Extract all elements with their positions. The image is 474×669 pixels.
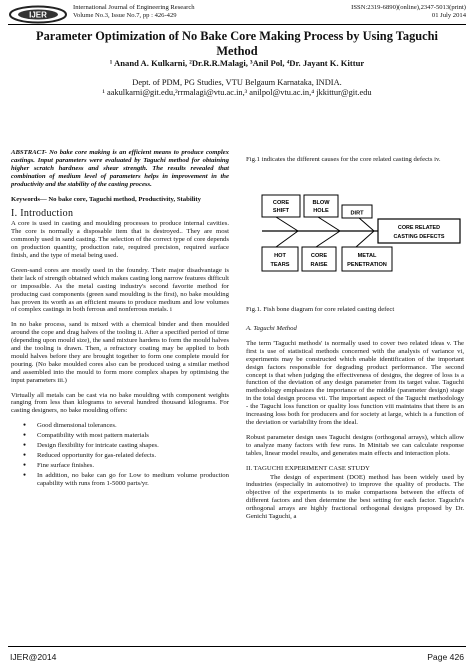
fig-intro: Fig.1 indicates the different causes for the core related casting defects iv.: [246, 156, 441, 163]
cause-label-blow-hole-2: HOLE: [313, 208, 329, 214]
cause-label-core-shift-2: SHIFT: [272, 208, 290, 214]
left-column: [11, 149, 229, 490]
cause-label-hot-tears: HOT: [274, 253, 286, 259]
list-item: ● Good dimensional tolerances.: [37, 422, 229, 430]
fishbone-bone: [318, 217, 340, 231]
header-journal-info: [73, 4, 195, 20]
svg-text:IJER: IJER: [29, 10, 47, 20]
list-item: ● Fine surface finishes.: [37, 462, 229, 470]
title-line-1: Parameter Optimization of No Bake Core Making Process by Using Taguchi: [36, 29, 438, 43]
cause-label-metal-penetration: METAL: [357, 253, 377, 259]
effect-label-2: CASTING DEFECTS: [393, 234, 445, 240]
fishbone-bone: [316, 231, 340, 247]
header-issn-info: [296, 4, 466, 20]
right-column: [246, 325, 464, 528]
figure-caption: Fig.1. Fish bone diagram for core related casting defect: [246, 306, 395, 313]
volume-line: Volume No.3, Issue No.7, pp : 426-429: [73, 12, 177, 19]
fishbone-bone: [356, 231, 374, 247]
fishbone-bone: [358, 217, 374, 231]
list-item: ● Compatibility with most pattern materials: [37, 432, 229, 440]
fishbone-diagram: [258, 183, 464, 280]
page-number: Page 426: [427, 652, 464, 662]
cause-label-metal-penetration-2: PENETRATION: [347, 262, 387, 268]
list-item: ● In addition, no bake can go for Low to medium volume production capability with runs from 1-5000 parts/yr.: [37, 472, 229, 488]
intro-paragraph-3: In no bake process, sand is mixed with a chemical binder and then moulded around the cope and drag halves of the tooling ii. After a specified period of time (depending upon mould size), the sand mixture hardens to form the mould halves and the tooling is drawn. Then, a refractory coating may be applied to both mould halves before they are brought together to form one complete mould for pouring. (No bake moulded cores also can be produced using a similar method and assembled into the mould to form more complex shapes by optimising the input parameters iii.): [11, 321, 229, 384]
cause-label-core-raise-2: RAISE: [310, 262, 328, 268]
footer-rule: [8, 646, 466, 647]
intro-paragraph-2: Green-sand cores are mostly used in the foundry. Their major disadvantage is their lack of strength obtained which makes casting long narrow features difficult or impossible. As the metal casting industry's second favorite method for producing cast components (green sand moulding is the first), no bake moulding has proven its worth as an efficient means to produce medium and low volumes of complex castings in both ferrous and nonferrous metals. i: [11, 266, 229, 314]
affiliation-dept: Dept. of PDM, PG Studies, VTU Belgaum Karnataka, INDIA.: [132, 78, 342, 87]
list-item: ● Design flexibility for intricate casting shapes.: [37, 442, 229, 450]
effect-label-1: CORE RELATED: [397, 225, 441, 231]
title-line-2: Method: [216, 43, 258, 58]
subsection-heading: A. Taguchi Method: [246, 325, 297, 332]
cause-label-blow-hole: BLOW: [312, 200, 330, 206]
paper-title: [10, 29, 464, 58]
cause-label-hot-tears-2: TEARS: [270, 262, 290, 268]
header-rule: [8, 24, 466, 25]
fishbone-bone: [276, 217, 298, 231]
issn: ISSN:2319-6890)(online),2347-5013(print): [351, 4, 466, 11]
cause-label-core-shift: CORE: [272, 200, 290, 206]
journal-name: International Journal of Engineering Research: [73, 4, 195, 11]
fishbone-bone: [276, 231, 298, 247]
advantages-list: [11, 422, 229, 487]
intro-paragraph-1: A core is used in casting and moulding processes to produce internal cavities. The core is normally a disposable item that is destroyed.. They are most commonly used in sand casting. The selection of the correct type of core depends on production quantity, production rate, required precision, required surface finish, and the type of metal being used.: [11, 220, 229, 259]
author-list: ¹ Anand A. Kulkarni, ²Dr.R.R.Malagi, ³Anil Pol, ⁴Dr. Jayant K. Kittur: [109, 58, 365, 68]
taguchi-paragraph-2: Robust parameter design uses Taguchi designs (orthogonal arrays), which allow to analyze many factors with few runs. In Minitab we can calculate response tables, linear model results, and generates main effects and interaction plots.: [246, 433, 464, 457]
taguchi-paragraph-1: The term 'Taguchi methods' is normally used to cover two related ideas v. The first is use of statistical methods concerned with the analysis of variance vi, experiments may be constructed which enable identification of the important design factors responsible for degrading product performance. The second concept is that when judging the effectiveness of designs, the degree of loss is a function of the deviation of any design parameter from its target value. Taguchi methodology emphasizes the importance of the middle (parameter design) stage in the total design process vii. The important aspect of the Taguchi methodology - the Taguchi loss function or quality loss function viii maintains that there is an increasing loss both for producers and for society at large, which is a function of the deviation or variability from the ideal.: [246, 339, 464, 426]
abstract-text: No bake core making is an efficient means to produce complex castings. Input parameters were evaluated by Taguchi method for obtaining higher scratch hardness and shear strength. The results revealed that combination of medium level of parameters helps in improvement in the productivity and the stability of the casting process.: [11, 149, 229, 188]
footer-left: IJER@2014: [10, 652, 57, 662]
abstract: [11, 149, 229, 189]
intro-paragraph-4: Virtually all metals can be cast via no bake moulding with component weights ranging from less than kilograms to several hundred thousand kilograms. For casting designers, no bake moulding offers:: [11, 391, 229, 415]
cause-label-dirt: DIRT: [350, 210, 364, 217]
journal-logo: [8, 5, 68, 24]
keywords: Keywords— No bake core, Taguchi method, Productivity, Stability: [11, 195, 201, 203]
section-heading: II. TAGUCHI EXPERIMENT CASE STUDY: [246, 464, 370, 472]
affiliation: [10, 78, 464, 98]
list-item: ● Reduced opportunity for gas-related defects.: [37, 452, 229, 460]
issue-date: 01 July 2014: [431, 12, 466, 19]
intro-heading: I. Introduction: [11, 208, 74, 220]
affiliation-emails: ¹ aakulkarni@git.edu,²rrmalagi@vtu.ac.in,³ anilpol@vtu.ac.in,⁴ jkkittur@git.edu: [102, 88, 372, 97]
cause-label-core-raise: CORE: [310, 253, 328, 259]
abstract-label: ABSTRACT-: [11, 149, 47, 156]
case-study-paragraph-1: The design of experiment (DOE) method has been widely used by industries (especially in automotive) to improve the quality of products. The objective of the experiments is to make comparisons between the effects of different factors and then determine the best setting for each factor. Taguchi's orthogonal arrays are highly fractional orthogonal designs proposed by Dr. Genichi Taguchi, a: [246, 473, 464, 521]
